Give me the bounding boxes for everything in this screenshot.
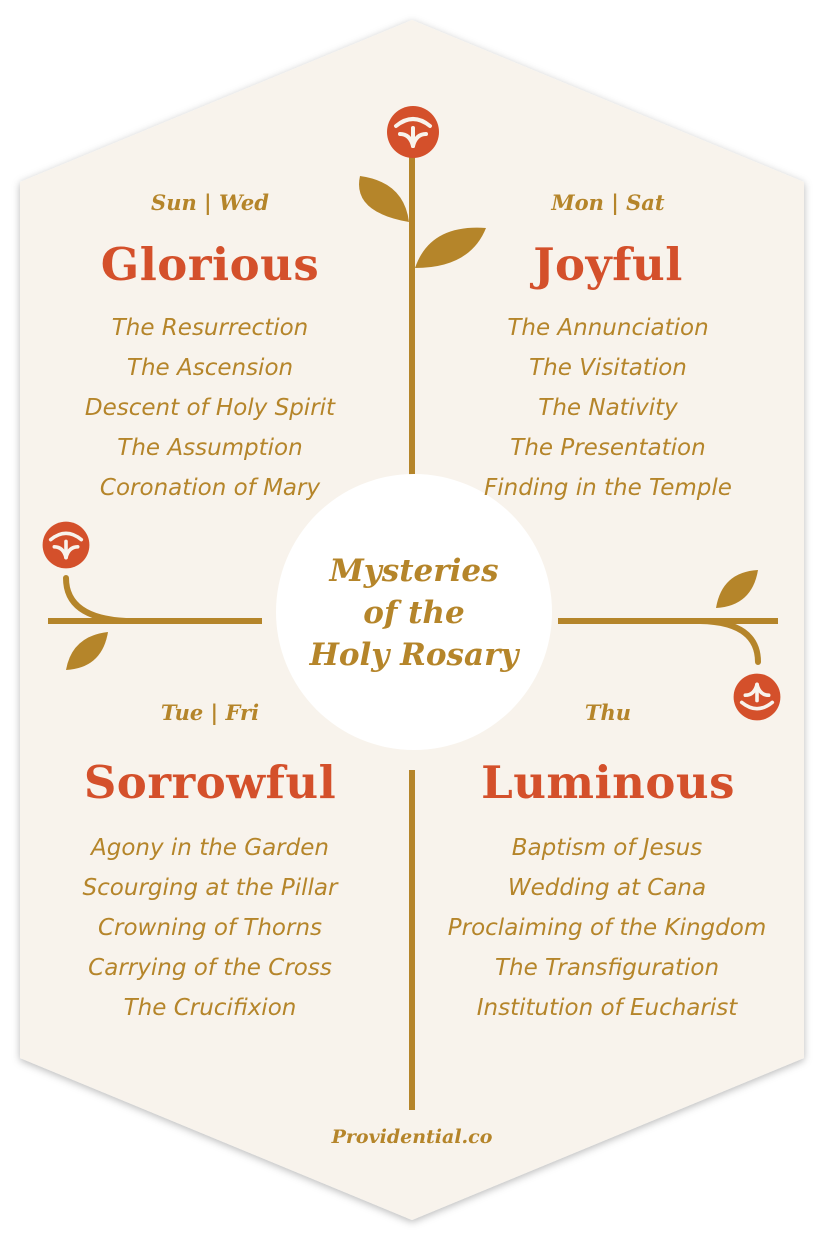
list-item: The Assumption [117, 435, 303, 461]
list-item: Institution of Eucharist [476, 995, 738, 1021]
list-item: The Nativity [538, 395, 678, 421]
joyful-days: Mon | Sat [551, 190, 665, 215]
footer-brand: Providential.co [331, 1126, 493, 1148]
joyful-title: Joyful [533, 238, 683, 291]
center-title-line1: Mysteries [329, 553, 499, 589]
glorious-days: Sun | Wed [151, 190, 269, 215]
list-item: Coronation of Mary [99, 475, 321, 501]
rose-icon [43, 522, 90, 569]
list-item: Scourging at the Pillar [82, 875, 338, 901]
list-item: Agony in the Garden [91, 835, 329, 861]
luminous-list [432, 828, 782, 1028]
list-item: The Ascension [126, 355, 294, 381]
center-title [276, 550, 552, 676]
list-item: Descent of Holy Spirit [84, 395, 336, 421]
list-item: The Visitation [529, 355, 687, 381]
list-item: The Transfiguration [494, 955, 720, 981]
sorrowful-list [50, 828, 370, 1028]
glorious-list [50, 308, 370, 508]
sorrowful-title: Sorrowful [83, 756, 337, 809]
list-item: Proclaiming of the Kingdom [447, 915, 767, 941]
list-item: The Presentation [510, 435, 706, 461]
list-item: The Crucifixion [123, 995, 297, 1021]
list-item: The Annunciation [507, 315, 709, 341]
list-item: Crowning of Thorns [97, 915, 323, 941]
sorrowful-days: Tue | Fri [160, 700, 260, 725]
center-title-line2: of the [363, 595, 465, 631]
center-title-line3: Holy Rosary [309, 637, 519, 673]
luminous-title: Luminous [481, 756, 735, 809]
list-item: The Resurrection [111, 315, 309, 341]
list-item: Wedding at Cana [507, 875, 707, 901]
rose-icon [387, 106, 439, 158]
joyful-list [443, 308, 773, 508]
list-item: Carrying of the Cross [88, 955, 332, 981]
list-item: Baptism of Jesus [511, 835, 703, 861]
list-item: Finding in the Temple [484, 475, 732, 501]
glorious-title: Glorious [100, 238, 320, 291]
luminous-days: Thu [584, 700, 632, 725]
rose-icon [734, 674, 781, 721]
